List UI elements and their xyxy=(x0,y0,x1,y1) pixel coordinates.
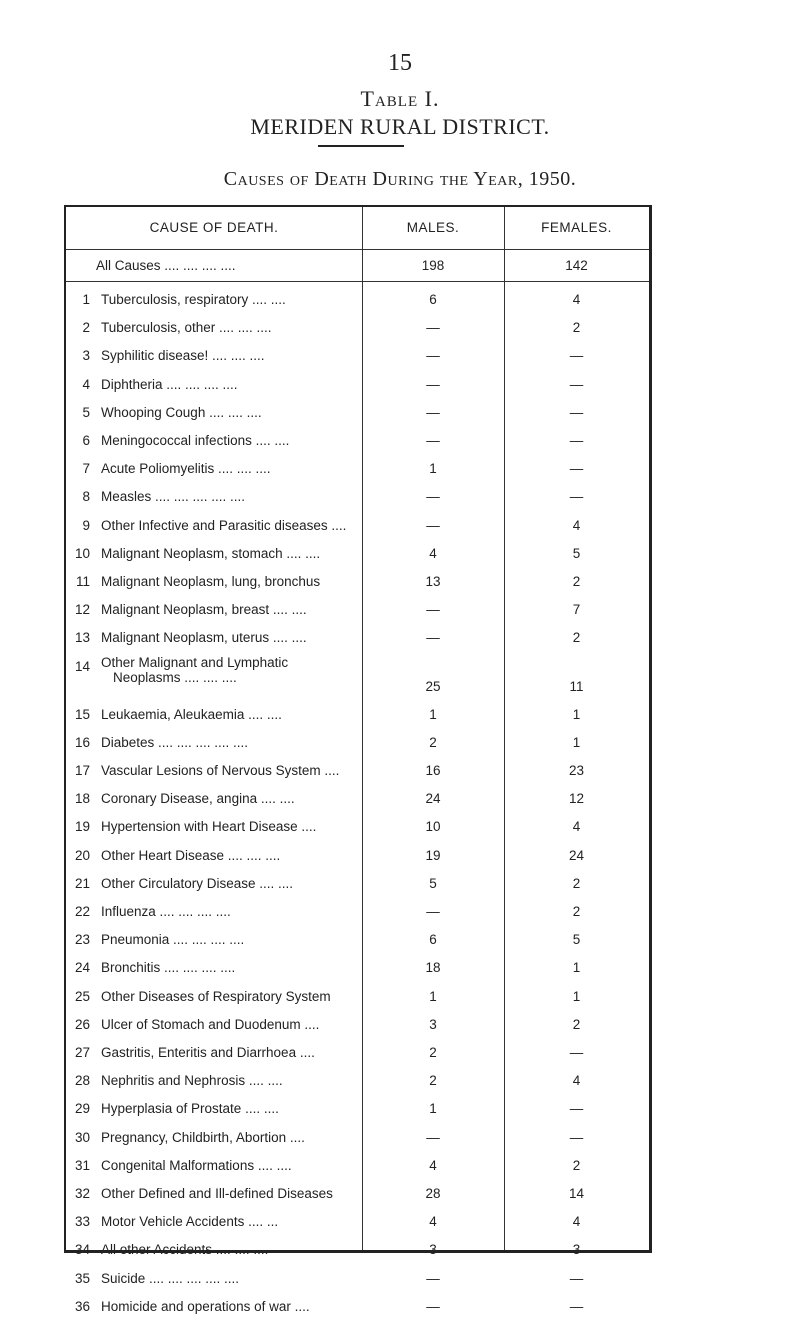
row-cause-text: Pneumonia .... .... .... .... xyxy=(101,932,245,948)
row-cause-text: Meningococcal infections .... .... xyxy=(101,433,290,448)
row-cause-text: Gastritis, Enteritis and Diarrhoea .... xyxy=(101,1045,315,1060)
row-females: 11 xyxy=(569,678,584,694)
row-cause xyxy=(101,848,359,863)
row-number: 6 xyxy=(82,433,90,448)
row-females: — xyxy=(569,1129,584,1145)
row-number: 3 xyxy=(82,348,90,364)
table-row xyxy=(66,1265,649,1295)
row-males: 18 xyxy=(425,960,441,976)
row-females: 4 xyxy=(572,1214,581,1230)
row-number: 31 xyxy=(74,1157,90,1173)
row-females: 2 xyxy=(572,630,581,646)
header-males: MALES. xyxy=(406,220,460,235)
row-number: 10 xyxy=(74,545,90,561)
causes-of-death-table xyxy=(64,205,652,1314)
row-males: — xyxy=(426,489,440,505)
row-cause xyxy=(101,1299,359,1314)
row-number: 19 xyxy=(74,819,90,835)
table-row xyxy=(66,1067,649,1097)
row-cause xyxy=(101,292,359,307)
row-females: 2 xyxy=(572,875,581,891)
row-number: 8 xyxy=(82,489,90,505)
row-number: 14 xyxy=(74,658,90,674)
row-cause-text: All other Accidents .... .... .... xyxy=(101,1242,269,1258)
row-males: — xyxy=(426,320,440,336)
row-males: 5 xyxy=(429,875,437,891)
row-number: 21 xyxy=(74,875,90,891)
row-cause-text: Homicide and operations of war .... xyxy=(101,1298,310,1314)
row-cause-text: Vascular Lesions of Nervous System .... xyxy=(101,763,340,778)
row-males: — xyxy=(426,1129,440,1145)
row-males: 3 xyxy=(429,1242,437,1258)
row-cause-text: Hypertension with Heart Disease .... xyxy=(101,819,317,835)
table-row xyxy=(66,286,649,316)
row-males: 6 xyxy=(429,932,437,948)
row-females: — xyxy=(569,376,584,392)
total-row xyxy=(66,251,649,281)
row-males: 1 xyxy=(429,988,437,1004)
row-cause xyxy=(101,630,359,645)
row-cause-text: Tuberculosis, respiratory .... .... xyxy=(101,292,286,307)
table-row xyxy=(66,954,649,984)
row-males: — xyxy=(426,517,440,533)
row-cause xyxy=(101,1073,359,1088)
table-row xyxy=(66,371,649,401)
row-cause-text: Nephritis and Nephrosis .... .... xyxy=(101,1073,283,1089)
row-cause xyxy=(101,320,359,335)
row-males: 4 xyxy=(429,1157,437,1173)
row-females: 2 xyxy=(572,574,581,589)
row-number: 17 xyxy=(74,763,90,778)
row-males: 4 xyxy=(429,1214,437,1230)
row-cause xyxy=(101,1186,359,1201)
row-cause xyxy=(101,574,359,589)
table-row xyxy=(66,1152,649,1182)
row-females: 1 xyxy=(572,706,581,722)
row-females: — xyxy=(569,1270,584,1286)
row-females: — xyxy=(569,1298,584,1314)
row-males: 1 xyxy=(429,706,437,722)
row-males: 2 xyxy=(429,1073,437,1089)
row-number: 26 xyxy=(74,1016,90,1032)
row-number: 4 xyxy=(82,376,90,392)
district-title: MERIDEN RURAL DISTRICT. xyxy=(250,114,550,139)
row-cause-text: Motor Vehicle Accidents .... ... xyxy=(101,1214,279,1230)
table-row xyxy=(66,455,649,485)
row-females: 24 xyxy=(568,847,585,863)
row-cause xyxy=(101,707,359,722)
row-males: — xyxy=(426,904,440,919)
row-females: 1 xyxy=(572,734,581,750)
table-row xyxy=(66,983,649,1013)
row-females: 4 xyxy=(572,292,581,307)
row-number: 28 xyxy=(74,1073,90,1089)
row-number: 15 xyxy=(74,706,90,722)
row-cause xyxy=(101,735,359,750)
row-cause-text: Ulcer of Stomach and Duodenum .... xyxy=(101,1016,320,1032)
row-cause xyxy=(101,1045,359,1060)
row-cause-text: Suicide .... .... .... .... .... xyxy=(101,1270,240,1286)
row-cause-text: Tuberculosis, other .... .... .... xyxy=(101,320,272,336)
row-cause-continuation: Neoplasms .... .... .... xyxy=(113,669,237,685)
row-females: — xyxy=(569,489,584,505)
row-cause xyxy=(101,1214,359,1229)
row-cause xyxy=(101,904,359,919)
row-cause xyxy=(101,763,359,778)
total-cause: All Causes .... .... .... .... xyxy=(96,258,236,273)
table-row xyxy=(66,757,649,787)
row-males: — xyxy=(426,348,440,364)
row-cause xyxy=(101,1242,359,1257)
table-label: Table I. xyxy=(360,86,440,111)
row-males: 1 xyxy=(429,1101,437,1117)
row-cause xyxy=(101,461,359,476)
row-cause xyxy=(101,791,359,806)
row-cause xyxy=(101,876,359,891)
table-row xyxy=(66,729,649,759)
row-males: — xyxy=(426,1270,440,1286)
header-cause: CAUSE OF DEATH. xyxy=(149,220,279,235)
table-row xyxy=(66,653,649,701)
row-number: 24 xyxy=(74,960,90,976)
table-row xyxy=(66,1180,649,1210)
table-row xyxy=(66,483,649,513)
row-cause xyxy=(101,655,359,685)
row-cause-text: Measles .... .... .... .... .... xyxy=(101,489,246,505)
row-females: 2 xyxy=(572,1016,581,1032)
row-females: 4 xyxy=(572,819,581,835)
row-males: 16 xyxy=(425,763,441,778)
row-number: 22 xyxy=(74,904,90,919)
row-females: — xyxy=(569,1101,584,1117)
row-females: 4 xyxy=(572,517,581,533)
table-row xyxy=(66,1095,649,1125)
row-cause xyxy=(101,819,359,834)
row-cause-text: Leukaemia, Aleukaemia .... .... xyxy=(101,706,282,722)
row-males: — xyxy=(426,376,440,392)
row-cause xyxy=(101,518,359,533)
row-number: 34 xyxy=(74,1242,90,1258)
table-row xyxy=(66,785,649,815)
row-number: 35 xyxy=(74,1270,90,1286)
row-cause xyxy=(101,989,359,1004)
row-males: 4 xyxy=(429,545,437,561)
row-cause xyxy=(101,1271,359,1286)
table-row xyxy=(66,1208,649,1238)
table-row xyxy=(66,1124,649,1154)
row-females: 2 xyxy=(572,320,581,336)
row-number: 23 xyxy=(74,932,90,948)
total-males: 198 xyxy=(421,258,445,273)
row-females: 14 xyxy=(568,1186,585,1201)
table-row xyxy=(66,568,649,598)
table-row xyxy=(66,842,649,872)
row-females: — xyxy=(569,461,584,477)
row-number: 5 xyxy=(82,404,90,420)
table-row xyxy=(66,1011,649,1041)
row-number: 18 xyxy=(74,791,90,807)
row-males: 24 xyxy=(425,791,441,807)
table-row xyxy=(66,596,649,626)
table-subtitle: Causes of Death During the Year, 1950. xyxy=(223,168,577,190)
row-cause-text: Malignant Neoplasm, breast .... .... xyxy=(101,602,307,618)
row-cause-text: Other Defined and Ill-defined Diseases xyxy=(101,1186,333,1201)
page-number: 15 xyxy=(388,50,412,76)
row-females: — xyxy=(569,348,584,364)
row-males: 28 xyxy=(425,1186,441,1201)
row-cause-text: Malignant Neoplasm, lung, bronchus xyxy=(101,574,321,589)
row-number: 9 xyxy=(82,517,90,533)
row-males: 19 xyxy=(425,847,441,863)
row-number: 7 xyxy=(82,461,90,477)
row-males: 1 xyxy=(429,461,437,477)
row-males: — xyxy=(426,630,440,646)
row-females: 4 xyxy=(572,1073,581,1089)
row-males: 3 xyxy=(429,1016,437,1032)
row-number: 1 xyxy=(82,292,90,307)
row-cause xyxy=(101,1130,359,1145)
row-cause xyxy=(101,932,359,947)
row-females: 7 xyxy=(572,602,581,618)
row-cause-text: Coronary Disease, angina .... .... xyxy=(101,791,295,807)
table-row xyxy=(66,512,649,542)
table-row xyxy=(66,1236,649,1266)
row-cause-text: Malignant Neoplasm, stomach .... .... xyxy=(101,545,321,561)
row-females: 2 xyxy=(572,904,581,919)
table-row xyxy=(66,314,649,344)
row-cause-text: Pregnancy, Childbirth, Abortion .... xyxy=(101,1129,305,1145)
row-cause xyxy=(101,433,359,448)
table-row xyxy=(66,701,649,731)
row-females: 23 xyxy=(568,763,585,778)
table-row xyxy=(66,813,649,843)
row-cause xyxy=(101,489,359,504)
row-males: 13 xyxy=(425,574,441,589)
row-males: 2 xyxy=(429,1045,437,1060)
row-cause-text: Diabetes .... .... .... .... .... xyxy=(101,734,249,750)
row-females: 1 xyxy=(572,960,581,976)
row-cause-text: Syphilitic disease! .... .... .... xyxy=(101,348,265,364)
row-number: 25 xyxy=(74,988,90,1004)
table-row xyxy=(66,624,649,654)
table-row xyxy=(66,898,649,928)
title-rule xyxy=(318,145,404,147)
row-cause xyxy=(101,602,359,617)
row-cause xyxy=(101,546,359,561)
row-males: 10 xyxy=(425,819,441,835)
row-cause-text: Bronchitis .... .... .... .... xyxy=(101,960,236,976)
row-females: 2 xyxy=(572,1157,581,1173)
table-row xyxy=(66,926,649,956)
row-males: — xyxy=(426,433,440,448)
row-number: 33 xyxy=(74,1214,90,1230)
row-females: — xyxy=(569,1045,584,1060)
row-females: 5 xyxy=(572,932,581,948)
row-females: 5 xyxy=(572,545,581,561)
table-row xyxy=(66,540,649,570)
row-cause-text: Congenital Malformations .... .... xyxy=(101,1157,292,1173)
row-females: — xyxy=(569,433,584,448)
total-rule xyxy=(66,281,649,282)
row-males: — xyxy=(426,1298,440,1314)
row-cause-text: Malignant Neoplasm, uterus .... .... xyxy=(101,630,307,646)
row-number: 2 xyxy=(82,320,90,336)
row-females: 1 xyxy=(572,988,581,1004)
row-females: — xyxy=(569,404,584,420)
row-number: 36 xyxy=(74,1298,90,1314)
table-row xyxy=(66,1293,649,1323)
row-cause xyxy=(101,1017,359,1032)
row-females: 12 xyxy=(568,791,585,807)
row-females: 3 xyxy=(572,1242,581,1258)
row-cause-text: Other Malignant and Lymphatic xyxy=(101,654,289,670)
row-cause xyxy=(101,348,359,363)
header-females: FEMALES. xyxy=(541,220,612,235)
header-rule xyxy=(66,249,649,250)
table-row xyxy=(66,1039,649,1069)
row-cause-text: Other Infective and Parasitic diseases .... xyxy=(101,517,347,533)
table-row xyxy=(66,870,649,900)
total-females: 142 xyxy=(565,258,588,273)
row-number: 13 xyxy=(74,630,90,646)
row-cause xyxy=(101,405,359,420)
row-number: 27 xyxy=(74,1045,90,1060)
row-number: 16 xyxy=(74,734,90,750)
row-number: 20 xyxy=(74,847,90,863)
row-cause xyxy=(101,377,359,392)
row-cause xyxy=(101,960,359,975)
row-cause-text: Acute Poliomyelitis .... .... .... xyxy=(101,461,271,477)
row-cause-text: Other Diseases of Respiratory System xyxy=(101,988,331,1004)
row-number: 29 xyxy=(74,1101,90,1117)
row-cause-text: Other Heart Disease .... .... .... xyxy=(101,847,281,863)
row-cause-text: Diphtheria .... .... .... .... xyxy=(101,376,238,392)
row-males: 6 xyxy=(429,292,437,307)
row-cause xyxy=(101,1101,359,1116)
table-row xyxy=(66,342,649,372)
row-number: 30 xyxy=(74,1129,90,1145)
row-cause xyxy=(101,1158,359,1173)
table-row xyxy=(66,399,649,429)
row-males: 2 xyxy=(429,734,437,750)
row-cause-text: Other Circulatory Disease .... .... xyxy=(101,875,294,891)
row-cause-text: Whooping Cough .... .... .... xyxy=(101,404,262,420)
row-number: 12 xyxy=(74,602,90,618)
row-number: 32 xyxy=(74,1186,90,1201)
table-row xyxy=(66,427,649,457)
row-males: — xyxy=(426,602,440,618)
row-males: — xyxy=(426,404,440,420)
row-cause-text: Hyperplasia of Prostate .... .... xyxy=(101,1101,279,1117)
row-cause-text: Influenza .... .... .... .... xyxy=(101,904,231,919)
row-number: 11 xyxy=(75,574,90,589)
row-males: 25 xyxy=(425,678,441,694)
